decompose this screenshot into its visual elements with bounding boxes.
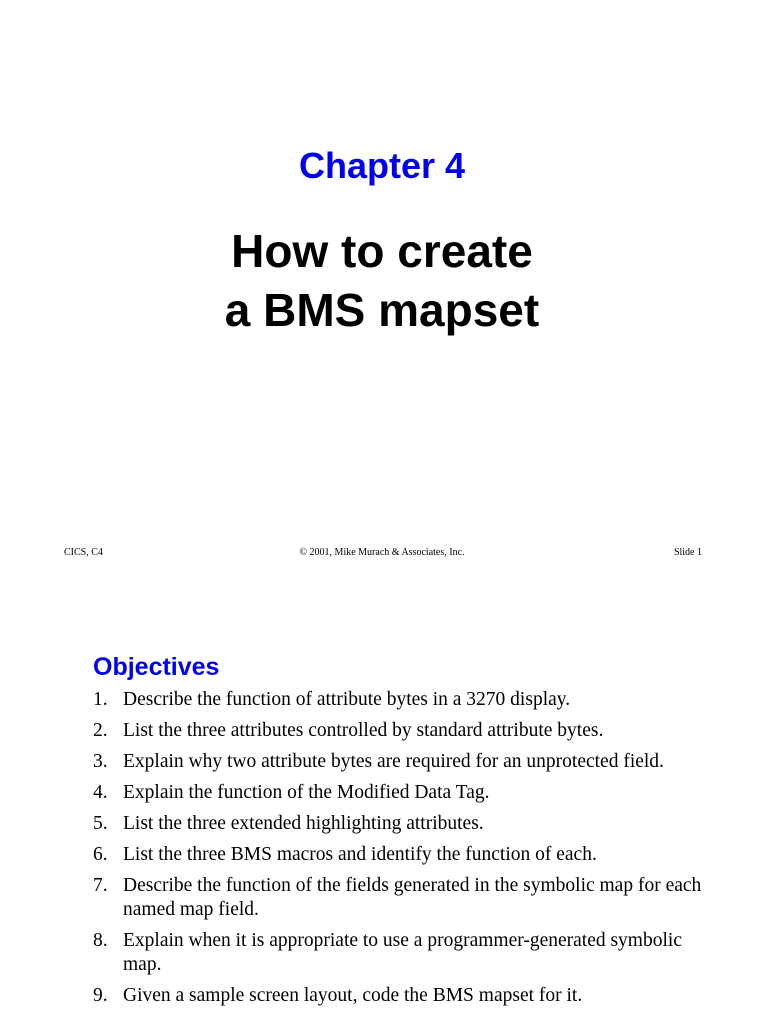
objective-item <box>93 984 713 1008</box>
objective-number: 3. <box>93 751 108 772</box>
objective-text: Explain when it is appropriate to use a programmer-generated symbolic map. <box>123 930 682 975</box>
objective-item <box>93 750 713 774</box>
objective-number: 7. <box>93 875 108 896</box>
footer-slide-number: Slide 1 <box>673 547 702 558</box>
footer-copyright: © 2001, Mike Murach & Associates, Inc. <box>299 547 465 558</box>
objective-item <box>93 812 713 836</box>
objective-item <box>93 843 713 867</box>
objective-number: 2. <box>93 720 108 741</box>
objective-item <box>93 781 713 805</box>
slide-title-line-2: a BMS mapset <box>224 284 540 336</box>
chapter-label: Chapter 4 <box>298 145 466 186</box>
objective-item <box>93 688 713 712</box>
objective-text: Describe the function of attribute bytes in a 3270 display. <box>123 689 571 710</box>
objectives-heading: Objectives <box>93 653 220 681</box>
slide-title-line-1: How to create <box>231 225 533 277</box>
slide-title <box>0 222 764 340</box>
objective-text: Explain the function of the Modified Data Tag. <box>123 782 490 803</box>
objectives-slide <box>0 576 768 1024</box>
objective-text: Describe the function of the fields generated in the symbolic map for each named map field. <box>123 875 702 920</box>
objective-text: Explain why two attribute bytes are required for an unprotected field. <box>123 751 664 772</box>
objective-text: List the three BMS macros and identify the function of each. <box>123 844 597 865</box>
objective-text: List the three attributes controlled by standard attribute bytes. <box>123 720 604 741</box>
objective-number: 9. <box>93 985 108 1006</box>
objective-number: 8. <box>93 930 108 951</box>
objective-text: List the three extended highlighting attributes. <box>123 813 484 834</box>
objective-text: Given a sample screen layout, code the BMS mapset for it. <box>123 985 583 1006</box>
objective-number: 4. <box>93 782 108 803</box>
objective-item <box>93 929 713 977</box>
objective-number: 1. <box>93 689 108 710</box>
footer-course-code: CICS, C4 <box>64 547 103 558</box>
objective-number: 5. <box>93 813 108 834</box>
objective-item <box>93 719 713 743</box>
objectives-list <box>93 688 713 1015</box>
objective-item <box>93 874 713 922</box>
objective-number: 6. <box>93 844 108 865</box>
